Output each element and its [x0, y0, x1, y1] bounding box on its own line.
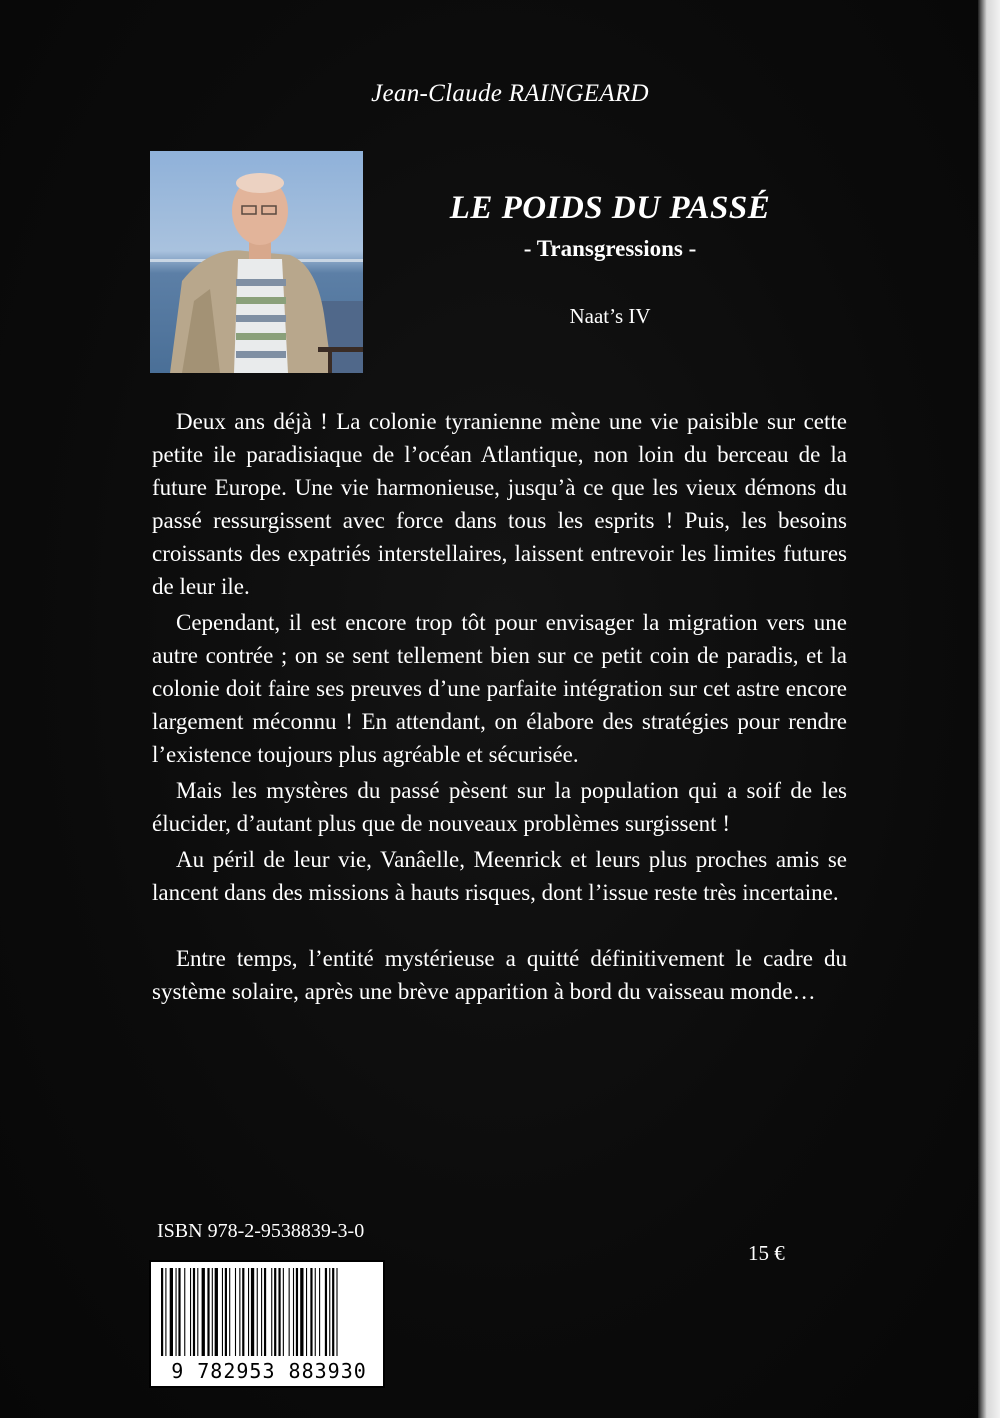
barcode-bar [176, 1268, 177, 1356]
barcode-bar [296, 1268, 298, 1356]
barcode-bar [165, 1268, 166, 1356]
barcode-bar [193, 1268, 195, 1356]
barcode-bar [222, 1268, 223, 1356]
barcode-bar [310, 1268, 312, 1356]
barcode-bar [261, 1268, 262, 1356]
series-label: Naat’s IV [569, 304, 651, 328]
barcode-bar [197, 1268, 198, 1356]
blurb-paragraph: Entre temps, l’entité mystérieuse a quitté définitivement le cadre du système solaire, après une brève apparition à bord du vaisseau monde… [152, 946, 847, 1004]
barcode-bar [178, 1268, 180, 1356]
blurb-paragraph: Deux ans déjà ! La colonie tyranienne mène une vie paisible sur cette petite ile paradisiaque de l’océan Atlantique, non loin du berceau de la future Europe. Une vie harmonieuse, jusqu’à ce que les vieux démons du passé ressurgissent avec force dans tous les esprits ! Puis, les besoins croissants des expatriés interstellaires, laissent entrevoir les limites futures de leur ile. [152, 409, 847, 599]
barcode-bar [170, 1268, 173, 1356]
book-title: LE POIDS DU PASSÉ [449, 190, 771, 226]
barcode-bar [300, 1268, 303, 1356]
barcode-bar [248, 1268, 249, 1356]
author-photo [150, 151, 363, 373]
book-subtitle: - Transgressions - [523, 236, 697, 261]
barcode-bar [336, 1268, 337, 1356]
isbn-label: ISBN 978-2-9538839-3-0 [157, 1220, 365, 1242]
barcode-bar [329, 1268, 330, 1356]
barcode-bar [289, 1268, 290, 1356]
barcode-bar [264, 1268, 266, 1356]
barcode-bar [293, 1268, 294, 1356]
barcode-bar [283, 1268, 284, 1356]
blurb-paragraph: Cependant, il est encore trop tôt pour envisager la migration vers une autre contrée ; on se sent tellement bien sur ce petit coin de paradis, et la colonie doit faire ses preuves d’une parfaite intégration sur cet astre encore largement méconnu ! En attendant, on élabore des stratégies pour rendre l’existence toujours plus agréable et sécurisée. [152, 610, 847, 767]
barcode-bar [271, 1268, 272, 1356]
barcode-digits: 9 782953 883930 [171, 1359, 367, 1383]
barcode-bar [207, 1268, 209, 1356]
barcode-bar [278, 1268, 280, 1356]
barcode-bar [257, 1268, 258, 1356]
author-name: Jean-Claude RAINGEARD [371, 80, 649, 107]
blurb-text [152, 405, 847, 1011]
barcode-bar [319, 1268, 320, 1356]
price-label: 15 € [748, 1241, 785, 1265]
barcode-bar [332, 1268, 334, 1356]
barcode-bars [161, 1268, 375, 1358]
barcode-bar [184, 1268, 185, 1356]
barcode-bar [229, 1268, 230, 1356]
barcode-bar [251, 1268, 254, 1356]
barcode-bar [242, 1268, 244, 1356]
barcode-bar [239, 1268, 240, 1356]
barcode-bar [325, 1268, 327, 1356]
barcode-bar [215, 1268, 218, 1356]
barcode-bar [235, 1268, 236, 1356]
barcode-bar [225, 1268, 227, 1356]
barcode [149, 1260, 385, 1388]
scan-edge [978, 0, 1000, 1418]
barcode-bar [306, 1268, 307, 1356]
barcode-bar [190, 1268, 191, 1356]
barcode-bar [212, 1268, 213, 1356]
barcode-bar [161, 1268, 163, 1356]
blurb-paragraph: Mais les mystères du passé pèsent sur la population qui a soif de les élucider, d’autant plus que de nouveaux problèmes surgissent ! [152, 778, 847, 836]
blurb-paragraph: Au péril de leur vie, Vanâelle, Meenrick et leurs plus proches amis se lancent dans des missions à hauts risques, dont l’issue reste très incertaine. [152, 847, 847, 905]
barcode-bar [202, 1268, 205, 1356]
barcode-bar [274, 1268, 276, 1356]
barcode-bar [315, 1268, 316, 1356]
